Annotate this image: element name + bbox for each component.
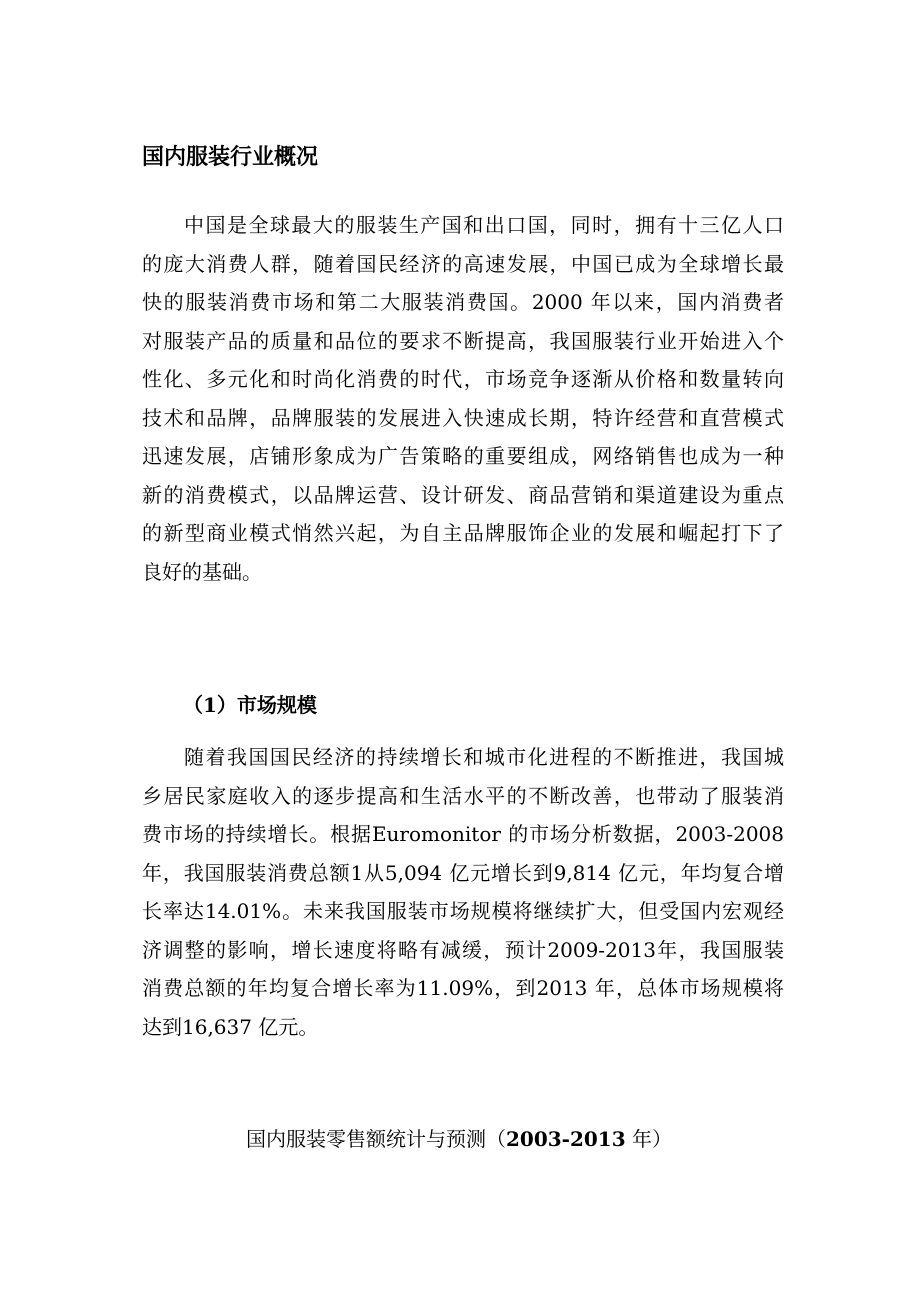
paragraph-line: 消费总额的年均复合增长率为11.09%，到2013 年，总体市场规模将	[142, 976, 784, 1000]
paragraph-line: 费市场的持续增长。根据Euromonitor 的市场分析数据，2003-2008	[142, 822, 784, 846]
paragraph-line: 中国是全球最大的服装生产国和出口国，同时，拥有十三亿人口	[184, 213, 784, 237]
paragraph-line: 快的服装消费市场和第二大服装消费国。2000 年以来，国内消费者	[142, 290, 784, 314]
paragraph-line: 技术和品牌，品牌服装的发展进入快速成长期，特许经营和直营模式	[142, 405, 784, 430]
paragraph-line: 乡居民家庭收入的逐步提高和生活水平的不断改善，也带动了服装消	[142, 783, 784, 808]
paragraph-line: 的新型商业模式悄然兴起，为自主品牌服饰企业的发展和崛起打下了	[142, 521, 784, 545]
paragraph-line: 达到16,637 亿元。	[142, 1014, 319, 1039]
paragraph-line: 年，我国服装消费总额1从5,094 亿元增长到9,814 亿元，年均复合增	[142, 860, 784, 885]
caption-years: 2003-2013	[506, 1127, 626, 1151]
caption-prefix: 国内服装零售额统计与预测（	[246, 1127, 506, 1151]
section-heading-market-size: （1）市场规模	[183, 693, 317, 717]
paragraph-line: 对服装产品的质量和品位的要求不断提高，我国服装行业开始进入个	[142, 328, 784, 353]
figure-caption	[246, 1120, 672, 1158]
paragraph-market-size	[142, 738, 784, 1046]
paragraph-line: 良好的基础。	[142, 559, 262, 584]
paragraph-line: 随着我国国民经济的持续增长和城市化进程的不断推进，我国城	[184, 745, 784, 769]
paragraph-line: 迅速发展，店铺形象成为广告策略的重要组成，网络销售也成为一种	[142, 444, 784, 468]
caption-suffix: 年）	[625, 1127, 672, 1151]
paragraph-line: 长率达14.01%。未来我国服装市场规模将继续扩大，但受国内宏观经	[142, 899, 784, 923]
paragraph-overview	[142, 206, 784, 591]
paragraph-line: 新的消费模式，以品牌运营、设计研发、商品营销和渠道建设为重点	[142, 482, 784, 507]
page-title: 国内服装行业概况	[142, 145, 319, 170]
paragraph-line: 济调整的影响，增长速度将略有减缓，预计2009-2013年，我国服装	[142, 937, 784, 962]
paragraph-line: 的庞大消费人群，随着国民经济的高速发展，中国已成为全球增长最	[142, 251, 784, 276]
paragraph-line: 性化、多元化和时尚化消费的时代，市场竞争逐渐从价格和数量转向	[142, 367, 784, 391]
